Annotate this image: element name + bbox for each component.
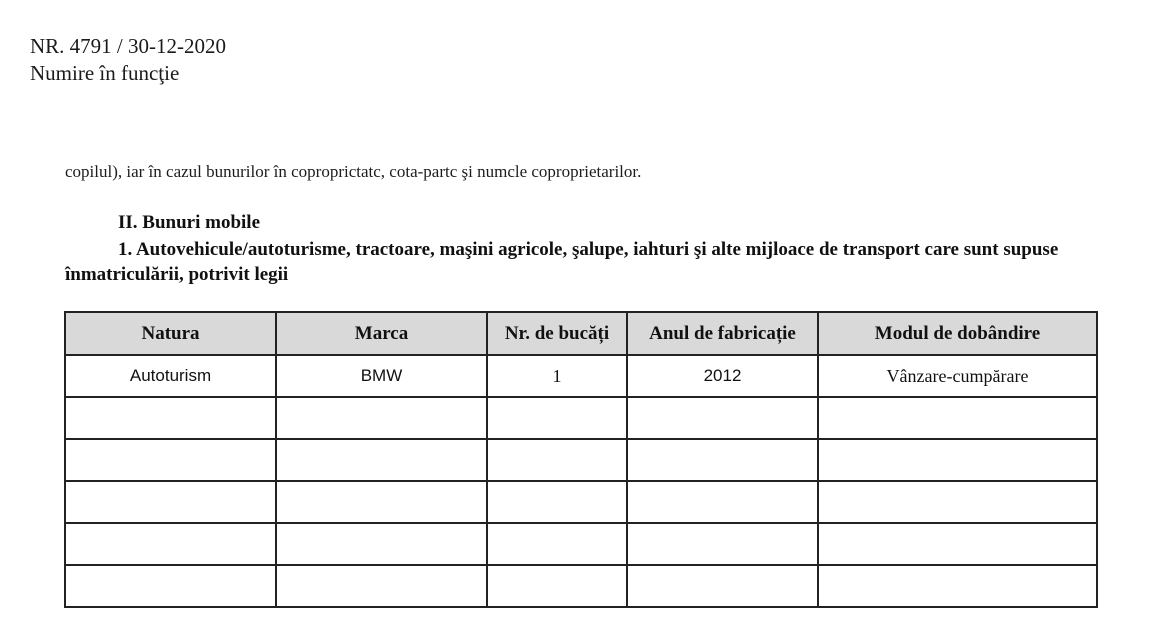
table-cell-natura <box>65 565 276 607</box>
table-cell-mod-dobandire: Vânzare-cumpărare <box>818 355 1097 397</box>
table-cell-mod-dobandire <box>818 523 1097 565</box>
table-cell-nr-bucati <box>487 523 627 565</box>
table-cell-mod-dobandire <box>818 397 1097 439</box>
document-header <box>30 33 226 87</box>
table-cell-an-fabricatie <box>627 397 818 439</box>
table-cell-nr-bucati <box>487 565 627 607</box>
table-cell-mod-dobandire <box>818 481 1097 523</box>
table-cell-marca <box>276 439 487 481</box>
table-cell-marca <box>276 481 487 523</box>
column-header-mod-dobandire: Modul de dobândire <box>818 312 1097 355</box>
table-row <box>65 565 1097 607</box>
table-cell-mod-dobandire <box>818 439 1097 481</box>
table-cell-marca: BMW <box>276 355 487 397</box>
table-row <box>65 355 1097 397</box>
table-cell-an-fabricatie <box>627 439 818 481</box>
table-cell-marca <box>276 565 487 607</box>
document-number: NR. 4791 / 30-12-2020 <box>30 34 226 58</box>
table-cell-marca <box>276 397 487 439</box>
table-cell-marca <box>276 523 487 565</box>
document-subject: Numire în funcţie <box>30 61 180 85</box>
table-cell-natura <box>65 439 276 481</box>
intro-text: copilul), iar în cazul bunurilor în coproprictatc, cota-partc şi numcle coproprietarilor. <box>65 162 642 181</box>
table-cell-an-fabricatie <box>627 523 818 565</box>
table-cell-an-fabricatie <box>627 481 818 523</box>
column-header-an-fabricatie: Anul de fabricație <box>627 312 818 355</box>
table-cell-mod-dobandire <box>818 565 1097 607</box>
movable-goods-table <box>64 311 1098 608</box>
table-row <box>65 439 1097 481</box>
table-cell-natura <box>65 481 276 523</box>
table-cell-an-fabricatie: 2012 <box>627 355 818 397</box>
table-cell-nr-bucati <box>487 439 627 481</box>
table-cell-nr-bucati: 1 <box>487 355 627 397</box>
column-header-marca: Marca <box>276 312 487 355</box>
subsection-title: 1. Autovehicule/autoturisme, tractoare, maşini agricole, şalupe, iahturi şi alte mijloace de transport care sunt supuse înmatriculării, potrivit legii <box>65 239 1059 285</box>
table-row <box>65 523 1097 565</box>
table-cell-natura: Autoturism <box>65 355 276 397</box>
table-row <box>65 481 1097 523</box>
table-row <box>65 397 1097 439</box>
table-cell-natura <box>65 397 276 439</box>
column-header-nr-bucati: Nr. de bucăți <box>487 312 627 355</box>
table-cell-nr-bucati <box>487 481 627 523</box>
table-cell-natura <box>65 523 276 565</box>
table-header-row <box>65 312 1097 355</box>
table-cell-nr-bucati <box>487 397 627 439</box>
column-header-natura: Natura <box>65 312 276 355</box>
table-cell-an-fabricatie <box>627 565 818 607</box>
section-title: II. Bunuri mobile <box>118 212 261 233</box>
